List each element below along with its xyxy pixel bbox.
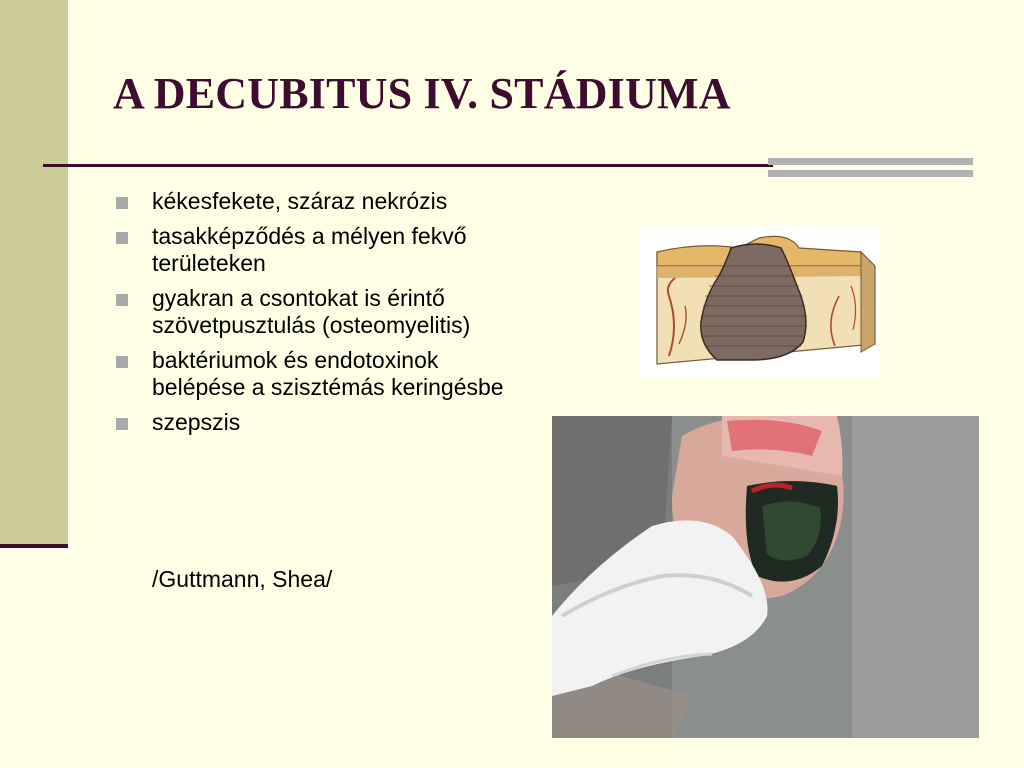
accent-bar-bottom: [768, 170, 973, 177]
bullet-item: [112, 223, 532, 278]
clinical-photo: [552, 416, 979, 738]
left-accent-bar: [0, 544, 68, 548]
accent-bar-top: [768, 158, 973, 165]
bullet-item: [112, 347, 532, 402]
bullet-square-icon: [116, 294, 128, 306]
bullet-square-icon: [116, 197, 128, 209]
bullet-text: tasakképződés a mélyen fekvő területeken: [152, 222, 467, 276]
bullet-list: [112, 188, 532, 443]
citation: /Guttmann, Shea/: [152, 566, 333, 592]
bullet-square-icon: [116, 356, 128, 368]
bullet-item: [112, 188, 532, 216]
skin-cross-section-diagram: [639, 226, 880, 377]
bullet-text: kékesfekete, száraz nekrózis: [152, 188, 448, 214]
bullet-text: baktériumok és endotoxinok belépése a szisztémás keringésbe: [152, 346, 504, 400]
bullet-item: [112, 285, 532, 340]
title-underline: [43, 164, 773, 167]
bullet-square-icon: [116, 232, 128, 244]
bullet-item: [112, 409, 532, 437]
bullet-square-icon: [116, 418, 128, 430]
left-decorative-band: [0, 0, 68, 545]
bullet-text: gyakran a csontokat is érintő szövetpusztulás (osteomyelitis): [152, 284, 471, 338]
bullet-text: szepszis: [152, 408, 241, 435]
slide-title: A DECUBITUS IV. STÁDIUMA: [113, 69, 731, 118]
